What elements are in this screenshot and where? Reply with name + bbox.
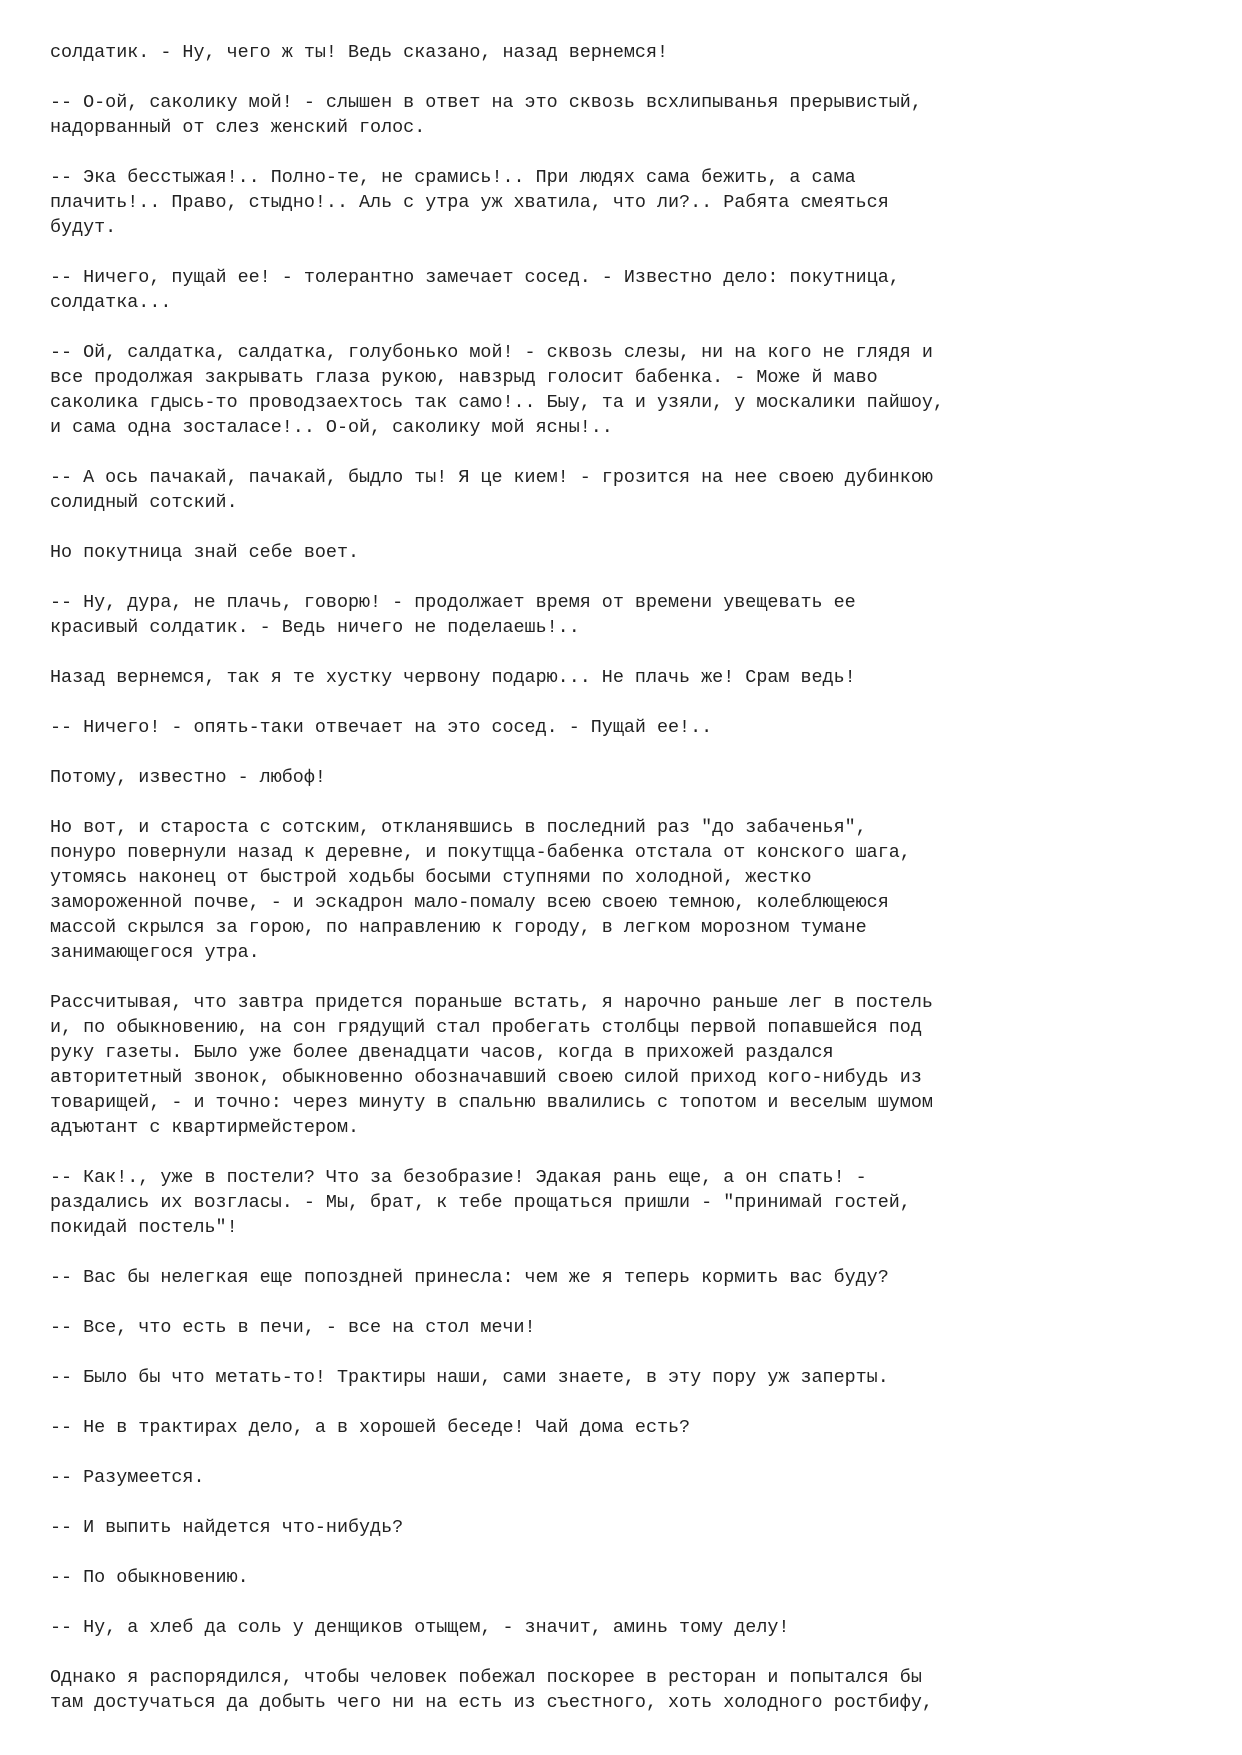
text-line: -- Эка бесстыжая!.. Полно-те, не срамись!.. При людях сама бежить, а сама bbox=[50, 167, 856, 188]
text-paragraph bbox=[50, 1265, 1190, 1290]
text-line: Но вот, и староста с сотским, откланявшись в последний раз "до забаченья", bbox=[50, 817, 867, 838]
text-paragraph bbox=[50, 1615, 1190, 1640]
text-line: Назад вернемся, так я те хустку червону подарю... Не плачь же! Срам ведь! bbox=[50, 667, 856, 688]
text-paragraph bbox=[50, 590, 1190, 640]
text-line: -- И выпить найдется что-нибудь? bbox=[50, 1517, 404, 1538]
text-line: солдатик. - Ну, чего ж ты! Ведь сказано, назад вернемся! bbox=[50, 42, 669, 63]
text-paragraph bbox=[50, 1515, 1190, 1540]
text-line: Однако я распорядился, чтобы человек побежал поскорее в ресторан и попытался бы bbox=[50, 1667, 922, 1688]
text-line: -- Ничего, пущай ее! - толерантно замечает сосед. - Известно дело: покутница, bbox=[50, 267, 900, 288]
text-line: -- Вас бы нелегкая еще попоздней принесла: чем же я теперь кормить вас буду? bbox=[50, 1267, 889, 1288]
text-paragraph bbox=[50, 465, 1190, 515]
text-line: -- Ой, салдатка, салдатка, голубонько мой! - сквозь слезы, ни на кого не глядя и bbox=[50, 342, 933, 363]
text-line: -- Разумеется. bbox=[50, 1467, 205, 1488]
text-line: утомясь наконец от быстрой ходьбы босыми ступнями по холодной, жестко bbox=[50, 867, 812, 888]
text-line: -- По обыкновению. bbox=[50, 1567, 249, 1588]
text-line: Потому, известно - любоф! bbox=[50, 767, 326, 788]
text-line: -- Ну, дура, не плачь, говорю! - продолжает время от времени увещевать ее bbox=[50, 592, 856, 613]
text-line: там достучаться да добыть чего ни на есть из съестного, хоть холодного ростбифу, bbox=[50, 1692, 933, 1713]
text-line: -- Ну, а хлеб да соль у денщиков отыщем, - значит, аминь тому делу! bbox=[50, 1617, 790, 1638]
text-line: -- Как!., уже в постели? Что за безобразие! Эдакая рань еще, а он спать! - bbox=[50, 1167, 867, 1188]
text-line: -- Было бы что метать-то! Трактиры наши, сами знаете, в эту пору уж заперты. bbox=[50, 1367, 889, 1388]
text-line: занимающегося утра. bbox=[50, 942, 260, 963]
text-paragraph bbox=[50, 1565, 1190, 1590]
text-line: раздались их возгласы. - Мы, брат, к тебе прощаться пришли - "принимай гостей, bbox=[50, 1192, 911, 1213]
text-line: и, по обыкновению, на сон грядущий стал пробегать столбцы первой попавшейся под bbox=[50, 1017, 922, 1038]
text-line: плачить!.. Право, стыдно!.. Аль с утра уж хватила, что ли?.. Рабята смеяться bbox=[50, 192, 889, 213]
text-line: Рассчитывая, что завтра придется пораньше встать, я нарочно раньше лег в постель bbox=[50, 992, 933, 1013]
text-paragraph bbox=[50, 1165, 1190, 1240]
text-line: замороженной почве, - и эскадрон мало-помалу всею своею темною, колеблющеюся bbox=[50, 892, 889, 913]
text-paragraph bbox=[50, 90, 1190, 140]
text-line: авторитетный звонок, обыкновенно обозначавший своею силой приход кого-нибудь из bbox=[50, 1067, 922, 1088]
document-page bbox=[50, 40, 1190, 1740]
text-paragraph bbox=[50, 1415, 1190, 1440]
text-line: руку газеты. Было уже более двенадцати часов, когда в прихожей раздался bbox=[50, 1042, 834, 1063]
text-line: солдатка... bbox=[50, 292, 172, 313]
text-paragraph bbox=[50, 340, 1190, 440]
text-line: -- Ничего! - опять-таки отвечает на это сосед. - Пущай ее!.. bbox=[50, 717, 713, 738]
text-paragraph bbox=[50, 165, 1190, 240]
text-line: покидай постель"! bbox=[50, 1217, 238, 1238]
text-line: Но покутница знай себе воет. bbox=[50, 542, 360, 563]
text-line: красивый солдатик. - Ведь ничего не поделаешь!.. bbox=[50, 617, 580, 638]
text-line: -- Не в трактирах дело, а в хорошей беседе! Чай дома есть? bbox=[50, 1417, 691, 1438]
text-line: -- О-ой, саколику мой! - слышен в ответ на это сквозь всхлипыванья прерывистый, bbox=[50, 92, 922, 113]
text-line: понуро повернули назад к деревне, и покутщца-бабенка отстала от конского шага, bbox=[50, 842, 911, 863]
text-line: и сама одна зосталасе!.. О-ой, саколику мой ясны!.. bbox=[50, 417, 613, 438]
text-paragraph bbox=[50, 990, 1190, 1140]
text-paragraph bbox=[50, 815, 1190, 965]
text-paragraph bbox=[50, 40, 1190, 65]
text-paragraph bbox=[50, 1315, 1190, 1340]
text-paragraph bbox=[50, 1465, 1190, 1490]
text-paragraph bbox=[50, 265, 1190, 315]
text-paragraph bbox=[50, 1665, 1190, 1715]
text-line: массой скрылся за горою, по направлению к городу, в легком морозном тумане bbox=[50, 917, 867, 938]
text-line: адъютант с квартирмейстером. bbox=[50, 1117, 360, 1138]
text-paragraph bbox=[50, 540, 1190, 565]
text-line: все продолжая закрывать глаза рукою, навзрыд голосит бабенка. - Може й маво bbox=[50, 367, 878, 388]
text-paragraph bbox=[50, 665, 1190, 690]
text-line: -- А ось пачакай, пачакай, быдло ты! Я це кием! - грозится на нее своею дубинкою bbox=[50, 467, 933, 488]
text-line: товарищей, - и точно: через минуту в спальню ввалились с топотом и веселым шумом bbox=[50, 1092, 933, 1113]
text-paragraph bbox=[50, 715, 1190, 740]
text-line: будут. bbox=[50, 217, 117, 238]
text-paragraph bbox=[50, 1365, 1190, 1390]
text-line: надорванный от слез женский голос. bbox=[50, 117, 426, 138]
text-line: -- Все, что есть в печи, - все на стол мечи! bbox=[50, 1317, 536, 1338]
text-paragraph bbox=[50, 765, 1190, 790]
text-line: саколика гдысь-то проводзаехтось так само!.. Быу, та и узяли, у москалики пайшоу, bbox=[50, 392, 944, 413]
text-line: солидный сотский. bbox=[50, 492, 238, 513]
